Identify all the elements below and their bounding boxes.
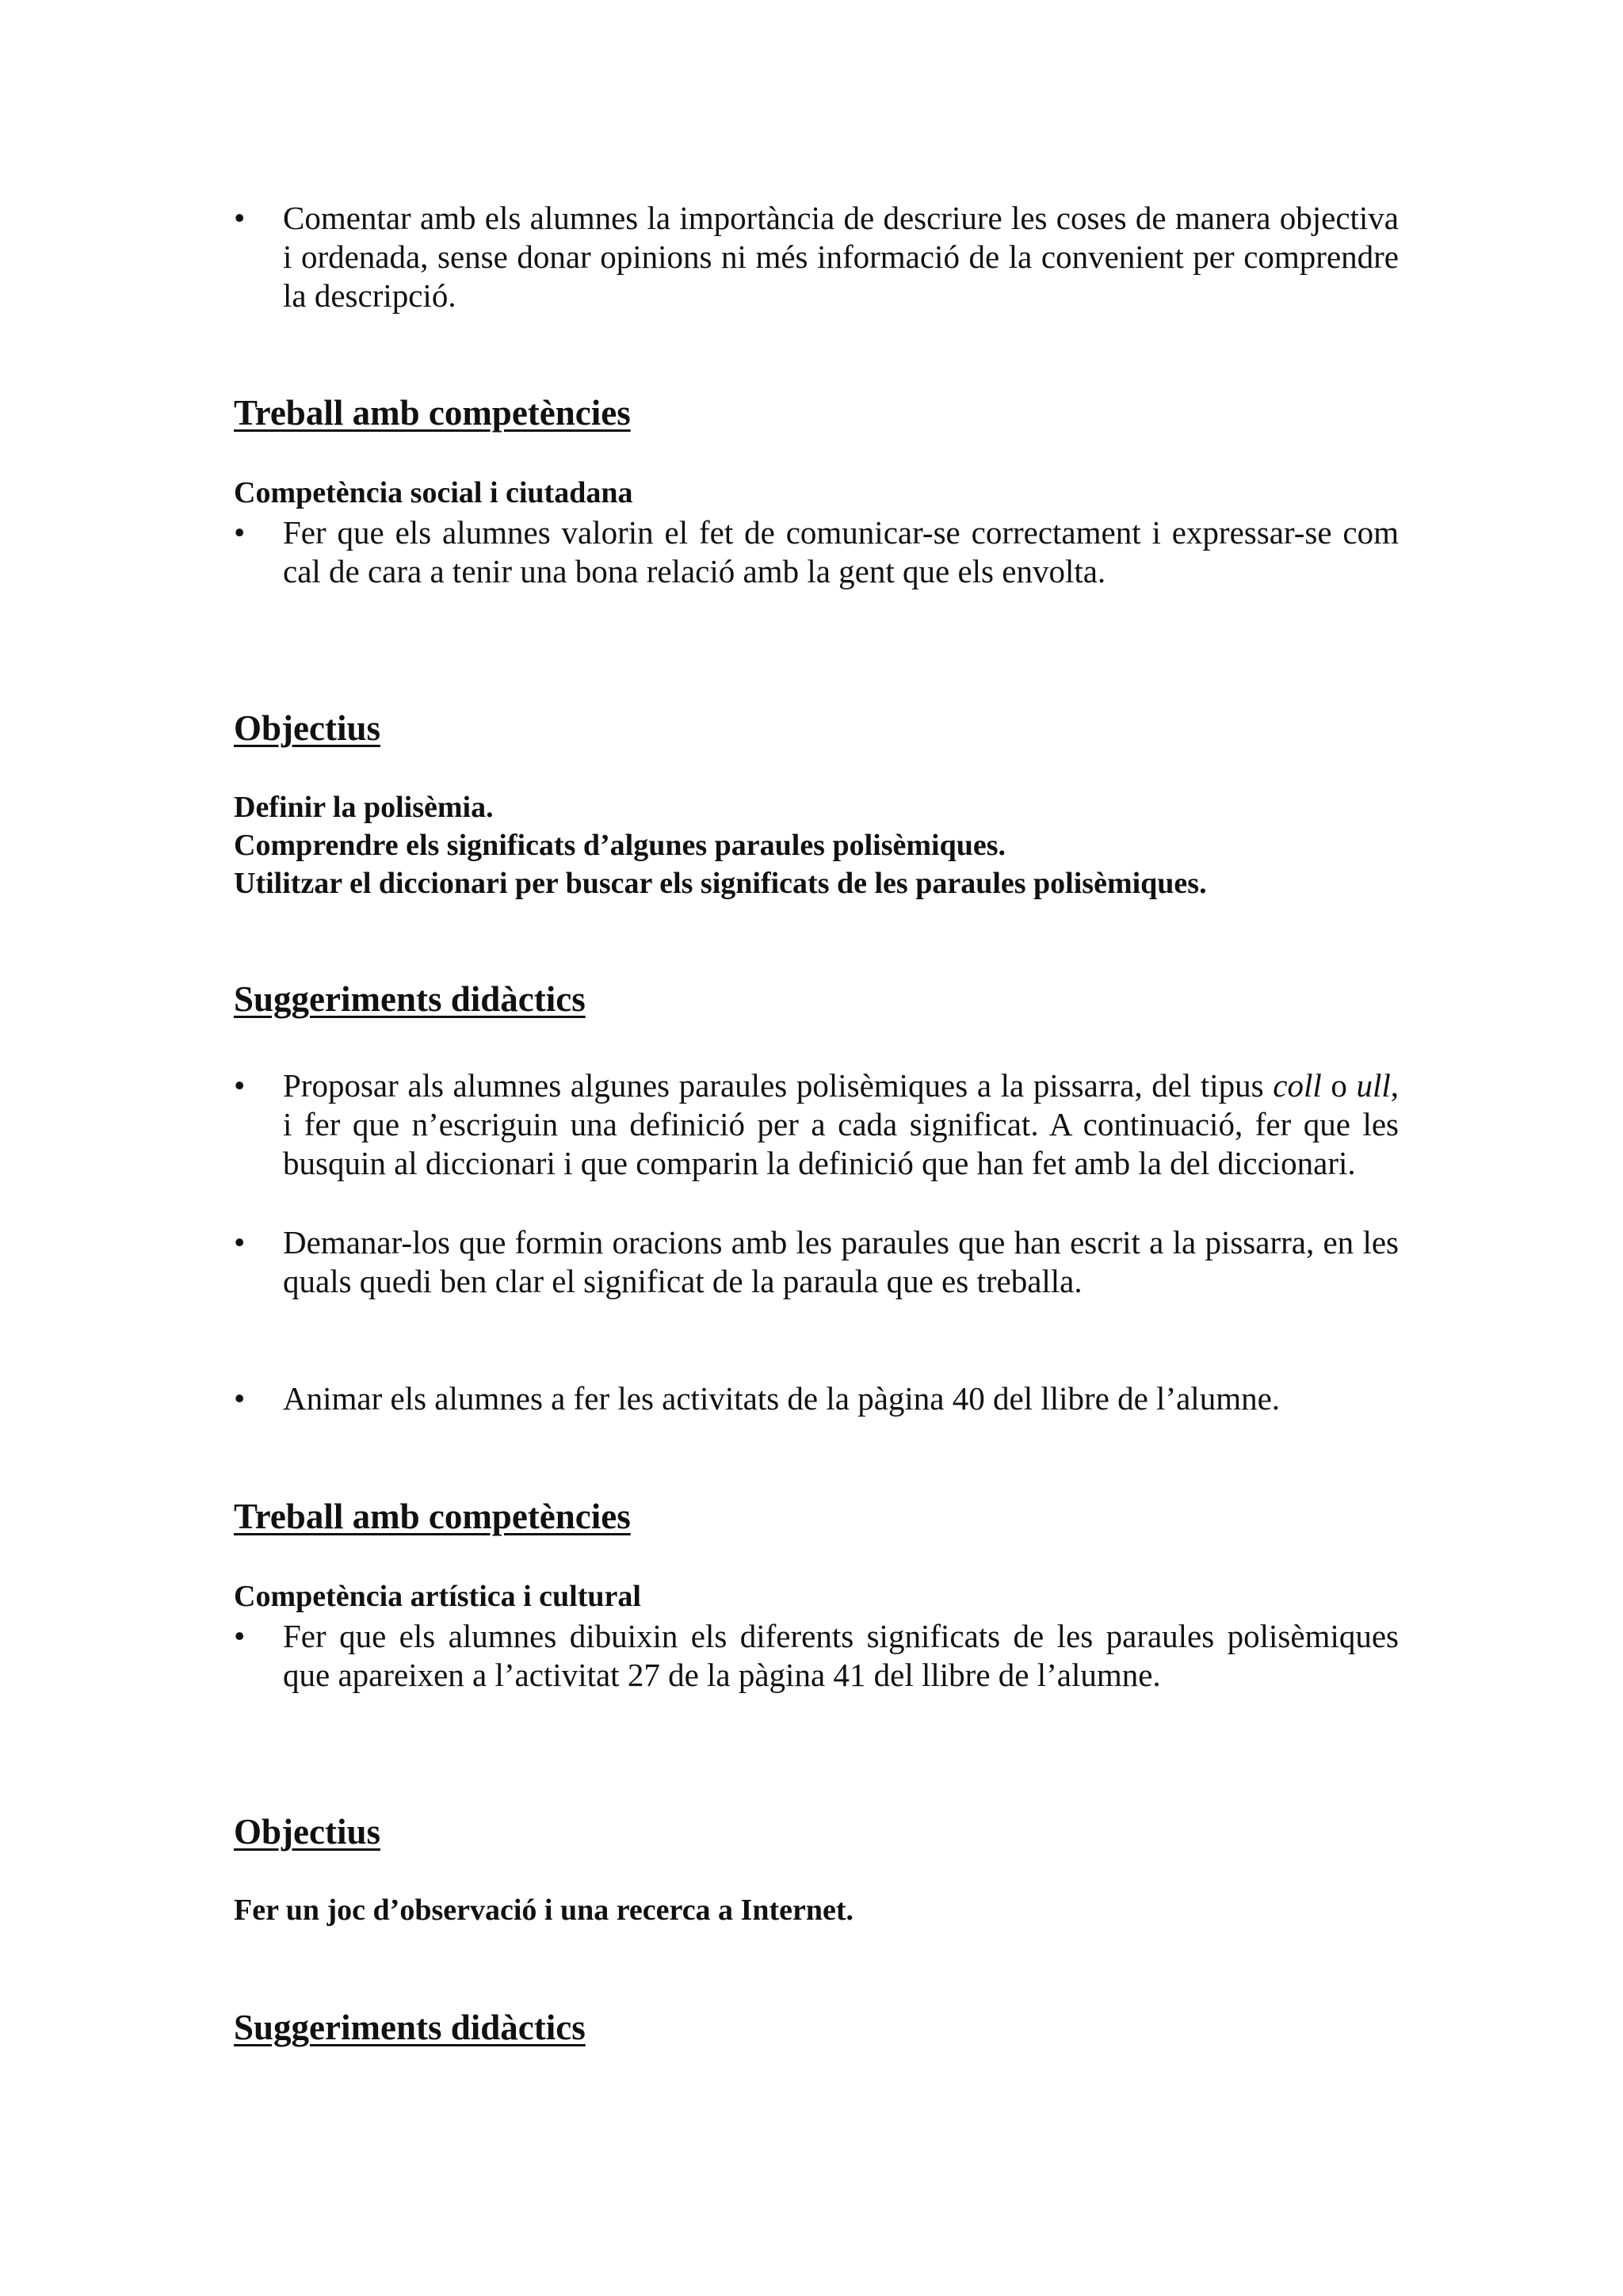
objectives-1-list: [234, 788, 1399, 902]
objective-item: Utilitzar el diccionari per buscar els significats de les paraules polisèmiques.: [234, 867, 1207, 900]
section-heading-objectives-1: Objectius: [234, 708, 380, 748]
bullet-text-after: , i fer que n’escriguin una definició per a cada significat. A continuació, fer que les busquin al diccionari i que comparin la definició que han fet amb la del diccionari.: [283, 1067, 1400, 1181]
bullet-text: Demanar-los que formin oracions amb les paraules que han escrit a la pissarra, en les quals quedi ben clar el significat de la paraula que es treballa.: [283, 1224, 1399, 1299]
bullet-icon: •: [234, 514, 246, 551]
bullet-text-italic-word: coll: [1273, 1067, 1322, 1104]
suggestions-1-bullet-2: [234, 1223, 1399, 1301]
bullet-icon: •: [234, 200, 246, 236]
objectives-2-list: [234, 1891, 1399, 1929]
bullet-item: [234, 1617, 1399, 1695]
section-heading-suggestions-1: Suggeriments didàctics: [234, 979, 586, 1019]
bullet-icon: •: [234, 1224, 246, 1261]
bullet-item: [234, 1066, 1399, 1183]
suggestions-1-bullet-1: [234, 1066, 1399, 1183]
bullet-text: Fer que els alumnes dibuixin els diferents significats de les paraules polisèmiques que apareixen a l’activitat 27 de la pàgina 41 del llibre de l’alumne.: [283, 1618, 1399, 1693]
bullet-icon: •: [234, 1380, 246, 1417]
suggestions-1-bullet-3: [234, 1379, 1399, 1418]
bullet-text-italic-word: ull: [1356, 1067, 1391, 1104]
section-heading-competences-1: Treball amb competències: [234, 393, 631, 433]
bullet-text-conjunction: o: [1321, 1067, 1357, 1104]
bullet-icon: •: [234, 1618, 246, 1654]
objective-item: Fer un joc d’observació i una recerca a Internet.: [234, 1894, 854, 1927]
competences-1-list: [234, 513, 1399, 591]
bullet-icon: •: [234, 1067, 246, 1104]
competences-2-list: [234, 1617, 1399, 1695]
section-heading-objectives-2: Objectius: [234, 1812, 380, 1852]
intro-section: [234, 199, 1399, 315]
objective-item: Comprendre els significats d’algunes paraules polisèmiques.: [234, 829, 1006, 862]
section-heading-competences-2: Treball amb competències: [234, 1497, 631, 1536]
bullet-text: Animar els alumnes a fer les activitats de la pàgina 40 del llibre de l’alumne.: [283, 1380, 1281, 1417]
bullet-text-before: Proposar als alumnes algunes paraules polisèmiques a la pissarra, del tipus: [283, 1067, 1274, 1104]
bullet-item: [234, 513, 1399, 591]
competence-subheading-artistic: Competència artística i cultural: [234, 1580, 641, 1613]
bullet-text: Comentar amb els alumnes la importància de descriure les coses de manera objectiva i ordenada, sense donar opinions ni més informació de la convenient per comprendre la descripció.: [283, 200, 1399, 314]
bullet-item: [234, 1379, 1399, 1418]
objective-item: Definir la polisèmia.: [234, 791, 494, 824]
bullet-item: [234, 1223, 1399, 1301]
competence-subheading-social: Competència social i ciutadana: [234, 476, 633, 509]
bullet-item: [234, 199, 1399, 315]
bullet-text: Fer que els alumnes valorin el fet de comunicar-se correctament i expressar-se com cal de cara a tenir una bona relació amb la gent que els envolta.: [283, 514, 1399, 589]
section-heading-suggestions-2: Suggeriments didàctics: [234, 2008, 586, 2047]
